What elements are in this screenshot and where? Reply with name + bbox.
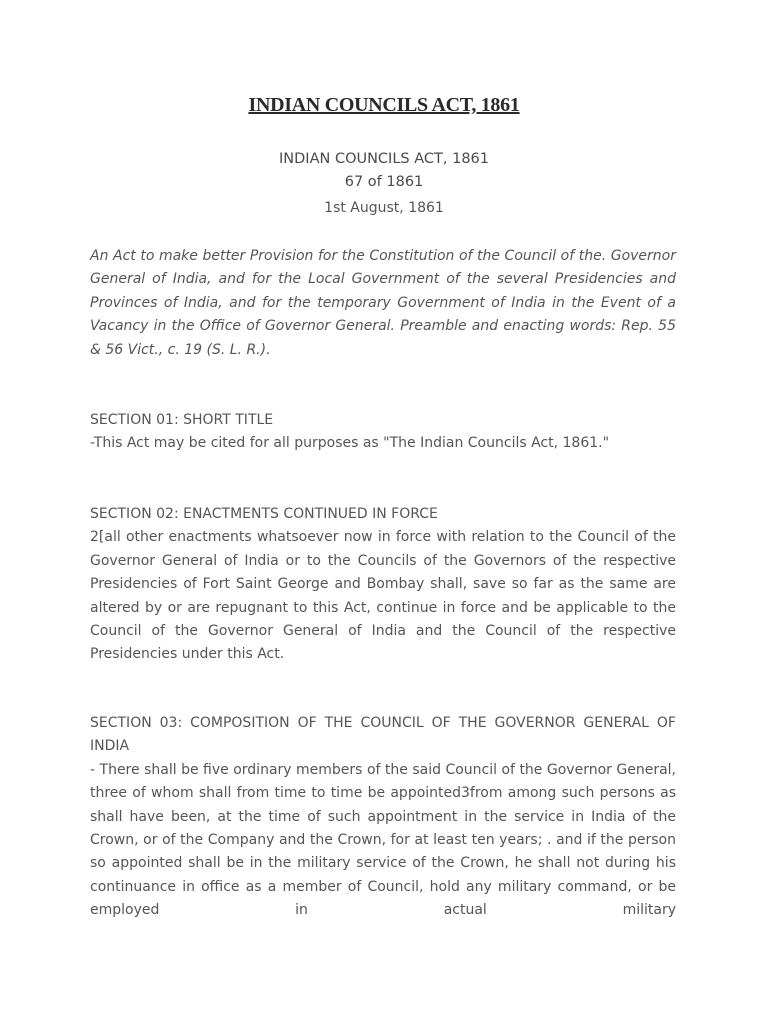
- section-heading: SECTION 02: ENACTMENTS CONTINUED IN FORCE: [90, 506, 438, 522]
- section-01: [90, 409, 676, 456]
- section-heading: SECTION 03: COMPOSITION OF THE COUNCIL OF THE GOVERNOR GENERAL OF INDIA: [90, 715, 676, 755]
- section-03: [90, 712, 676, 923]
- act-name: INDIAN COUNCILS ACT, 1861: [279, 151, 489, 167]
- document-title: INDIAN COUNCILS ACT, 1861: [248, 94, 520, 116]
- section-heading: SECTION 01: SHORT TITLE: [90, 412, 274, 428]
- section-02: [90, 503, 676, 667]
- section-text: - There shall be five ordinary members of the said Council of the Governor General, three of whom shall from time to time be appointed3from among such persons as shall have been, at the time of such appointment in the service in India of the Crown, or of the Company and the Crown, for at least ten years; . and if the person so appointed shall be in the military service of the Crown, he shall not during his continuance in office as a member of Council, hold any military command, or be employed in actual military: [90, 761, 676, 919]
- section-text: -This Act may be cited for all purposes as "The Indian Councils Act, 1861.": [90, 435, 610, 452]
- act-number: 67 of 1861: [344, 174, 424, 190]
- section-text: 2[all other enactments whatsoever now in force with relation to the Council of the Governor General of India or to the Councils of the Governors of the respective Presidencies of Fort Saint George and Bombay shall, save so far as the same are altered by or are repugnant to this Act, continue in force and be applicable to the Council of the Governor General of India and the Council of the respective Presidencies under this Act.: [90, 529, 676, 663]
- preamble-paragraph: An Act to make better Provision for the Constitution of the Council of the. Governor General of India, and for the Local Government of the several Presidencies and Provinces of India, and for the temporary Government of India in the Event of a Vacancy in the Office of Governor General. Preamble and enacting words: Rep. 55 & 56 Vict., c. 19 (S. L. R.).: [90, 248, 676, 358]
- act-date: 1st August, 1861: [324, 200, 444, 216]
